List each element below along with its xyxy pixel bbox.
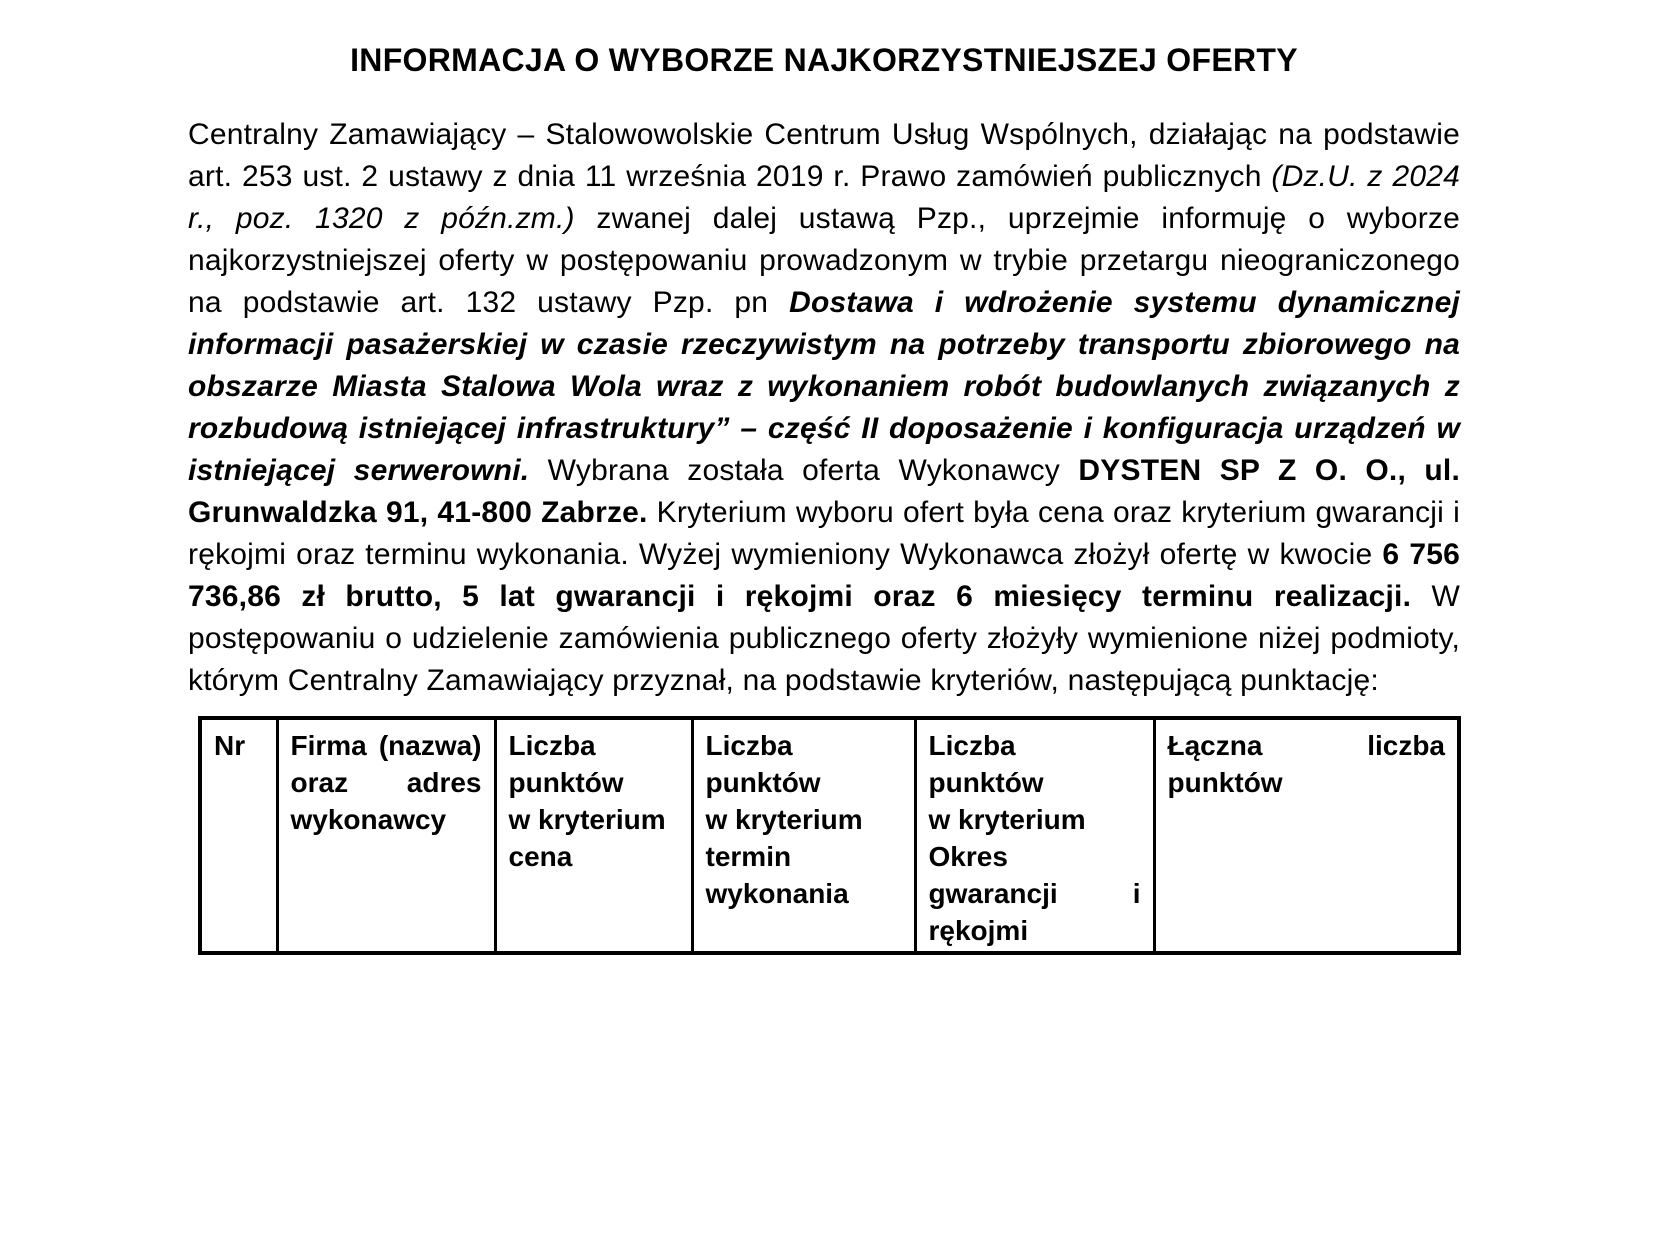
table-header-line bbox=[1168, 727, 1446, 764]
table-header-line: Liczba bbox=[508, 730, 596, 761]
paragraph-run: 6 756 736,86 zł brutto, 5 lat gwarancji i rękojmi oraz 6 miesięcy terminu realizacji. bbox=[188, 538, 1460, 613]
table-header-line: w kryterium bbox=[705, 804, 863, 835]
table-header-line: punktów bbox=[508, 767, 624, 798]
table-header-cell-laczna-liczba-punktow bbox=[1154, 718, 1459, 953]
table-header-word: i bbox=[1132, 878, 1141, 909]
table-header-word: (nazwa) bbox=[378, 730, 482, 761]
table-header-word: gwarancji bbox=[928, 878, 1058, 909]
table-header-line bbox=[291, 764, 482, 801]
table-header-row bbox=[200, 718, 1459, 953]
table-header-line: w kryterium bbox=[508, 804, 666, 835]
table-header-word: adres bbox=[406, 767, 482, 798]
paragraph-run: Kryterium wyboru ofert była cena oraz kryterium gwarancji i rękojmi oraz terminu wykonania. Wyżej wymieniony Wykonawca złożył ofertę w kwocie bbox=[188, 496, 1460, 571]
table-header-line: punktów bbox=[1167, 767, 1283, 798]
scoring-table bbox=[198, 716, 1461, 955]
table-header-line: cena bbox=[508, 841, 573, 872]
paragraph-run: W postępowaniu o udzielenie zamówienia publicznego oferty złożyły wymienione niżej podmioty, którym Centralny Zamawiający przyznał, na podstawie kryteriów, następującą punktację: bbox=[188, 580, 1460, 697]
paragraph-run: Centralny Zamawiający – Stalowowolskie Centrum Usług Wspólnych, działając na podstawie art. 253 ust. 2 ustawy z dnia 11 września 2019 r. Prawo zamówień publicznych bbox=[188, 118, 1460, 193]
table-header-line: punktów bbox=[705, 767, 821, 798]
paragraph-run: Wybrana została oferta Wykonawcy bbox=[529, 454, 1079, 487]
paragraph-run: DYSTEN SP Z O. O., ul. Grunwaldzka 91, 41-800 Zabrze. bbox=[188, 454, 1460, 529]
table-header-line: Okres bbox=[928, 841, 1008, 872]
table-header-line: wykonania bbox=[705, 878, 849, 909]
table-header-cell-punkty-cena bbox=[495, 718, 692, 953]
table-header-line: Nr bbox=[214, 730, 246, 761]
table-header-line: punktów bbox=[928, 767, 1044, 798]
table-header-word: liczba bbox=[1367, 730, 1445, 761]
table-header-line: w kryterium bbox=[928, 804, 1086, 835]
table-header-line: rękojmi bbox=[928, 915, 1029, 946]
table-header-cell-punkty-termin-wykonania bbox=[692, 718, 915, 953]
table-header-line: wykonawcy bbox=[290, 804, 447, 835]
paragraph-run: (Dz.U. z 2024 r., poz. 1320 z późn.zm.) bbox=[188, 160, 1460, 235]
table-header-line bbox=[291, 727, 482, 764]
table-header-line: Liczba bbox=[928, 730, 1016, 761]
table-header-word: oraz bbox=[290, 767, 349, 798]
paragraph-run: Dostawa i wdrożenie systemu dynamicznej informacji pasażerskiej w czasie rzeczywistym na potrzeby transportu zbiorowego na obszarze Miasta Stalowa Wola wraz z wykonaniem robót budowlanych związanych z rozbudową istniejącej infrastruktury” – część II doposażenie i konfiguracja urządzeń w istniejącej serwerowni. bbox=[188, 286, 1460, 487]
table-header-cell-punkty-okres-gwarancji bbox=[915, 718, 1154, 953]
table-header-word: Łączna bbox=[1167, 730, 1263, 761]
table-header-word: Firma bbox=[290, 730, 367, 761]
table-header-line bbox=[929, 875, 1141, 912]
page-title: INFORMACJA O WYBORZE NAJKORZYSTNIEJSZEJ OFERTY bbox=[350, 42, 1298, 78]
body-paragraph bbox=[188, 114, 1460, 702]
table-header-line: termin bbox=[705, 841, 792, 872]
table-header-cell-nr bbox=[200, 718, 277, 953]
table-header-line: Liczba bbox=[705, 730, 793, 761]
table-header-cell-firma-adres-wykonawcy bbox=[277, 718, 495, 953]
paragraph-run: zwanej dalej ustawą Pzp., uprzejmie informuję o wyborze najkorzystniejszej oferty w postępowaniu prowadzonym w trybie przetargu nieograniczonego na podstawie art. 132 ustawy Pzp. pn bbox=[188, 202, 1460, 319]
